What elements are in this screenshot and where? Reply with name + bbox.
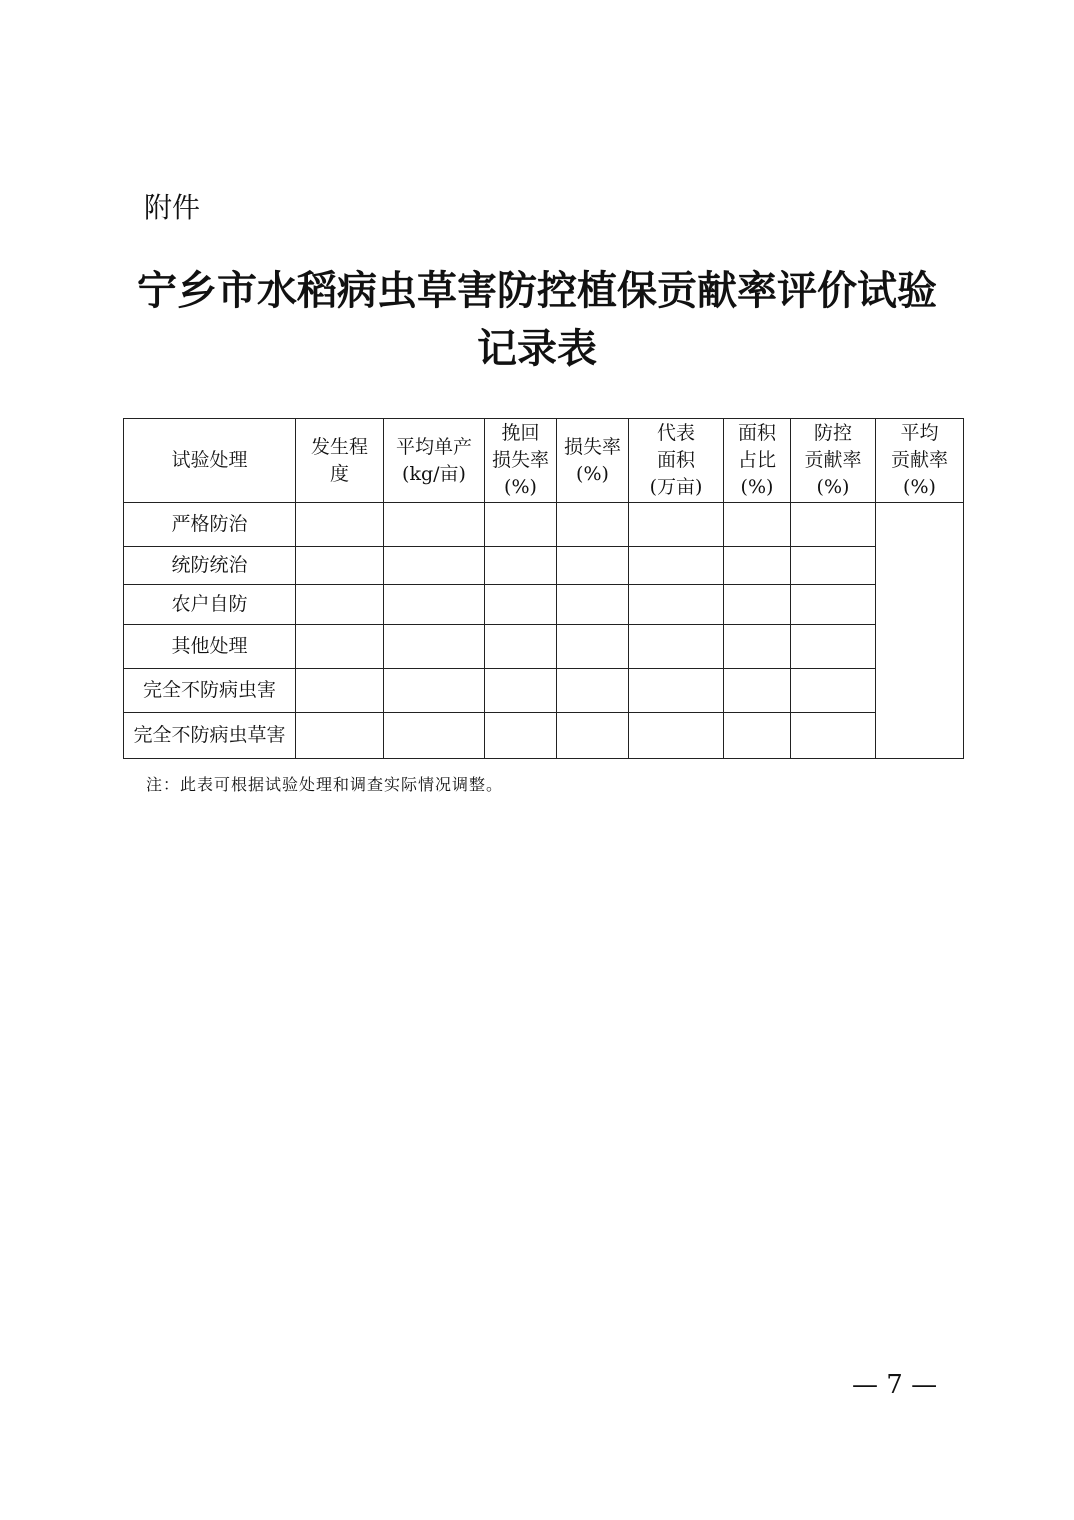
table-row [124, 585, 964, 625]
row-label: 完全不防病虫害 [124, 669, 296, 713]
header-treatment: 试验处理 [124, 419, 296, 503]
table-cell [384, 625, 485, 669]
record-table [123, 418, 964, 759]
table-cell [724, 585, 791, 625]
table-cell [791, 547, 876, 585]
table-cell [791, 713, 876, 759]
row-label: 农户自防 [124, 585, 296, 625]
table-cell [485, 713, 557, 759]
header-row [124, 419, 964, 503]
header-recovered-loss-rate: 挽回 损失率 (%) [485, 419, 557, 503]
header-average-yield: 平均单产 (kg/亩) [384, 419, 485, 503]
table-row [124, 713, 964, 759]
header-occurrence-degree: 发生程 度 [296, 419, 384, 503]
table-cell [724, 713, 791, 759]
title-line-1: 宁乡市水稻病虫草害防控植保贡献率评价试验 [137, 268, 937, 314]
table-row [124, 547, 964, 585]
table-cell [485, 669, 557, 713]
table-cell [791, 503, 876, 547]
table-cell [296, 547, 384, 585]
table-cell [485, 503, 557, 547]
table-cell [296, 713, 384, 759]
table-cell [384, 585, 485, 625]
table-row [124, 625, 964, 669]
title-line-2: 记录表 [477, 326, 597, 372]
table-note: 注：此表可根据试验处理和调查实际情况调整。 [146, 775, 504, 794]
table-cell [557, 625, 629, 669]
table-cell [485, 625, 557, 669]
header-control-contribution-rate: 防控 贡献率 (%) [791, 419, 876, 503]
header-average-contribution-rate: 平均 贡献率 (%) [876, 419, 964, 503]
table-cell [724, 547, 791, 585]
table-cell [629, 503, 724, 547]
table-cell [296, 585, 384, 625]
header-representative-area: 代表 面积 (万亩) [629, 419, 724, 503]
table-cell [557, 713, 629, 759]
table-row [124, 669, 964, 713]
row-label: 严格防治 [124, 503, 296, 547]
table-cell [485, 547, 557, 585]
table-cell [557, 503, 629, 547]
table-cell [629, 547, 724, 585]
header-loss-rate: 损失率 (%) [557, 419, 629, 503]
table-cell [629, 625, 724, 669]
row-label: 统防统治 [124, 547, 296, 585]
table-cell [384, 547, 485, 585]
header-area-ratio: 面积 占比 (%) [724, 419, 791, 503]
table-cell [724, 503, 791, 547]
attachment-label: 附件 [144, 191, 201, 224]
table-cell [791, 669, 876, 713]
row-label: 完全不防病虫草害 [124, 713, 296, 759]
table-cell [791, 625, 876, 669]
table-cell [629, 713, 724, 759]
row-label: 其他处理 [124, 625, 296, 669]
table-cell [557, 585, 629, 625]
table-cell [791, 585, 876, 625]
page-number: — 7 — [852, 1370, 938, 1400]
table-cell [384, 669, 485, 713]
document-title [100, 262, 974, 378]
table-cell [724, 669, 791, 713]
table-cell [296, 669, 384, 713]
table-cell [296, 503, 384, 547]
table-cell [557, 669, 629, 713]
table-cell [384, 713, 485, 759]
table-cell [629, 585, 724, 625]
table-cell [557, 547, 629, 585]
table-row [124, 503, 964, 547]
table-cell [485, 585, 557, 625]
table-cell [384, 503, 485, 547]
table-cell [629, 669, 724, 713]
average-contribution-cell [876, 503, 964, 759]
table-cell [724, 625, 791, 669]
table-cell [296, 625, 384, 669]
